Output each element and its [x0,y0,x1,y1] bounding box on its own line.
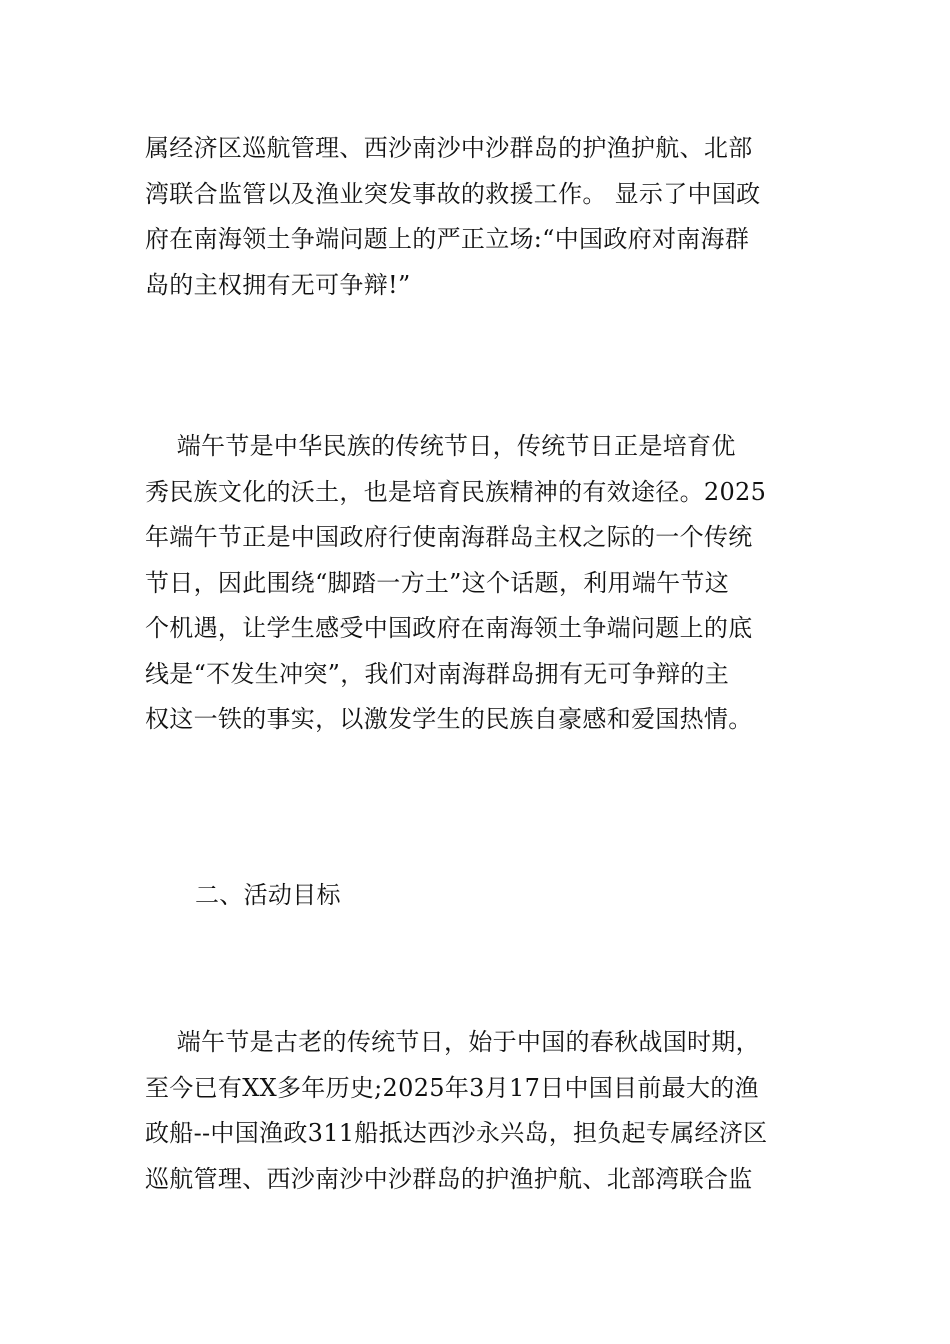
paragraph-line: 属经济区巡航管理、西沙南沙中沙群岛的护渔护航、北部 [145,134,753,162]
paragraph-line: 端午节是古老的传统节日，始于中国的春秋战国时期， [145,1028,760,1056]
paragraph-body-3 [145,1020,810,1202]
paragraph-line: 湾联合监管以及渔业突发事故的救援工作。 显示了中国政 [145,179,761,208]
paragraph-line: 个机遇，让学生感受中国政府在南海领土争端问题上的底 [145,614,753,642]
paragraph-line: 年端午节正是中国政府行使南海群岛主权之际的一个传统 [145,523,753,551]
paragraph-body-1 [145,126,810,308]
paragraph-line: 线是“不发生冲突”，我们对南海群岛拥有无可争辩的主 [145,659,730,688]
paragraph-line: 至今已有XX多年历史;2025年3月17日中国目前最大的渔 [145,1073,759,1102]
paragraph-line: 秀民族文化的沃土，也是培育民族精神的有效途径。2025 [145,477,767,506]
paragraph-line: 节日，因此围绕“脚踏一方土”这个话题，利用端午节这 [145,568,730,597]
section-heading-activity-goals: 二、活动目标 [195,881,341,909]
paragraph-line: 府在南海领土争端问题上的严正立场:“中国政府对南海群 [145,225,750,253]
paragraph-line: 端午节是中华民族的传统节日，传统节日正是培育优 [145,432,736,460]
paragraph-line: 权这一铁的事实，以激发学生的民族自豪感和爱国热情。 [145,705,753,733]
paragraph-body-2 [145,424,810,743]
paragraph-line: 政船--中国渔政311船抵达西沙永兴岛，担负起专属经济区 [145,1119,768,1147]
paragraph-line: 巡航管理、西沙南沙中沙群岛的护渔护航、北部湾联合监 [145,1164,753,1193]
paragraph-line: 岛的主权拥有无可争辩!” [145,270,411,299]
